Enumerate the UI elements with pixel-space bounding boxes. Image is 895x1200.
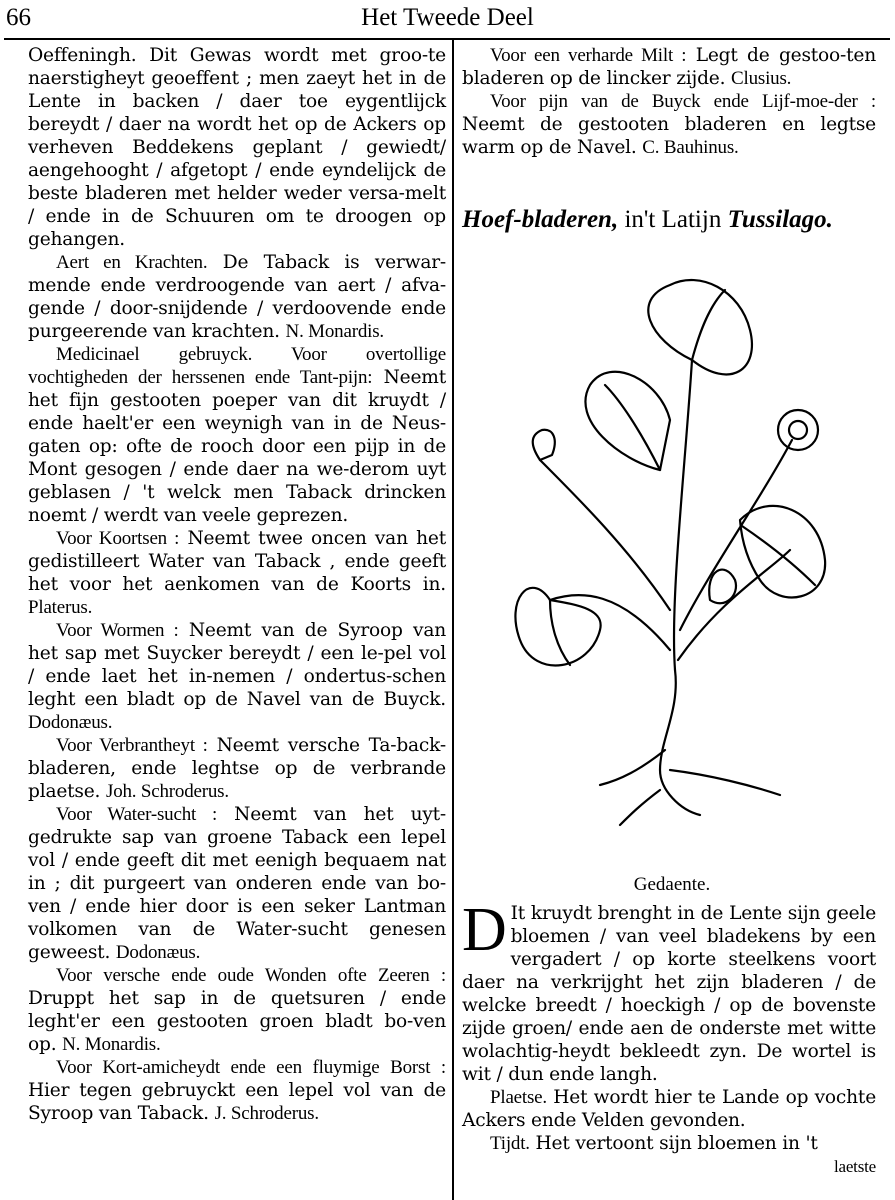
right-column-bottom	[462, 896, 876, 1178]
paragraph-kort-amicheydt: Voor Kort-amicheydt ende een fluymige Borst : Hier tegen gebruyckt een lepel vol van de Syroop van Taback. J. Schroderus.	[28, 1057, 446, 1124]
paragraph-aert: Aert en Krachten. De Taback is verwar-mende ende verdroogende van aert / afva-gende / door-snijdende / verdoovende ende purgeerende van krachten. N. Monardis.	[28, 252, 446, 342]
paragraph-plaetse: Plaetse. Het wordt hier te Lande op vochte Ackers ende Velden gevonden.	[462, 1087, 876, 1131]
stem-right	[680, 440, 792, 630]
paragraph-water-sucht: Voor Water-sucht : Neemt van het uyt-gedrukte sap van groene Taback een lepel vol / ende geeft dit met eenigh bequaem nat in ; dit purgeert van onderen ende van bo-ven / ende hier door is een seker Lantman volkomen van de Water-sucht genesen geweest. Dodonæus.	[28, 804, 447, 963]
column-divider	[452, 40, 454, 1200]
paragraph-wormen: Voor Wormen : Neemt van de Syroop van het sap met Suycker bereydt / een le-pel vol / ende laet het in-nemen / ondertus-schen leght een bladt op de Navel van de Buyck. Dodonæus.	[28, 620, 446, 733]
small-right-leaf	[709, 570, 736, 604]
upper-left-leaf	[585, 372, 670, 470]
flower-head	[778, 410, 818, 450]
flower-bud	[533, 430, 555, 460]
stem-left	[540, 460, 670, 610]
right-column-top	[462, 44, 876, 159]
stem-lower-right	[678, 550, 790, 660]
left-column	[28, 44, 446, 1125]
paragraph-medicinael: Medicinael gebruyck. Voor overtollige vochtigheden der herssenen ende Tant-pijn: Neemt het fijn gestooten poeper van dit kruydt / ende haelt'er een weynigh van in de Neus-gaten op: ofte de rooch door een pijp in de Mont gesogen / ende daer na we-derom uyt geblasen / 't welck men Taback drincken noemt / werdt van veele geprezen.	[28, 344, 446, 526]
paragraph-buyck: Voor pijn van de Buyck ende Lijf-moe-der : Neemt de gestooten bladeren en legtse warm op de Navel. C. Bauhinus.	[462, 91, 876, 158]
drop-cap: D	[462, 896, 507, 964]
top-leaf	[648, 280, 752, 374]
page-header	[0, 4, 895, 38]
tussilago-plant-illustration	[510, 270, 830, 830]
section-heading: Hoef-bladeren, in't Latijn Tussilago.	[462, 206, 833, 233]
root	[660, 670, 700, 815]
paragraph-koortsen: Voor Koortsen : Neemt twee oncen van het gedistilleert Water van Taback , ende geeft het voor het aenkomen van de Koorts in. Platerus.	[28, 528, 446, 618]
page-number: 66	[6, 4, 31, 31]
paragraph-verbrantheyt: Voor Verbrantheyt : Neemt versche Ta-back-bladeren, ende leghtse op de verbrande plaetse. Joh. Schroderus.	[28, 735, 446, 802]
header-rule	[4, 38, 890, 40]
paragraph-oeffeningh: Oeffeningh. Dit Gewas wordt met groo-te naerstigheyt geoeffent ; men zaeyt het in de Lente in backen / daer toe eygentlijck bereydt / daer na wordt het op de Ackers op verheven Beddekens geplant / gewiedt/ aengehooght / afgetopt / ende eyndelijck de beste bladeren met helder weder versa-melt / ende in de Schuuren om te droogen op gehangen.	[28, 45, 446, 250]
lower-left-leaf	[515, 588, 600, 666]
paragraph-tijdt: Tijdt. Het vertoont sijn bloemen in 't	[490, 1133, 818, 1154]
paragraph-wonden: Voor versche ende oude Wonden ofte Zeeren : Druppt het sap in de quetsuren / ende leght'er een gestooten groen bladt bo-ven op. N. Monardis.	[28, 965, 446, 1055]
catchword: laetste	[833, 1157, 876, 1176]
running-title: Het Tweede Deel	[361, 4, 534, 31]
figure-caption: Gedaente.	[633, 874, 711, 895]
paragraph-description: D It kruydt brenght in de Lente sijn geele bloemen / van veel bladekens by een vergadert / op korte steelkens voort daer na verkrijght het zijn bladeren / de welcke breedt / hoeckigh / op de bovenste zijde groen/ ende aen de onderste met witte wolachtig-heydt bekleedt zyn. De wortel is wit / dun ende langh.	[462, 896, 876, 1085]
paragraph-milt: Voor een verharde Milt : Legt de gestoo-ten bladeren op de lincker zijde. Clusius.	[462, 45, 876, 89]
